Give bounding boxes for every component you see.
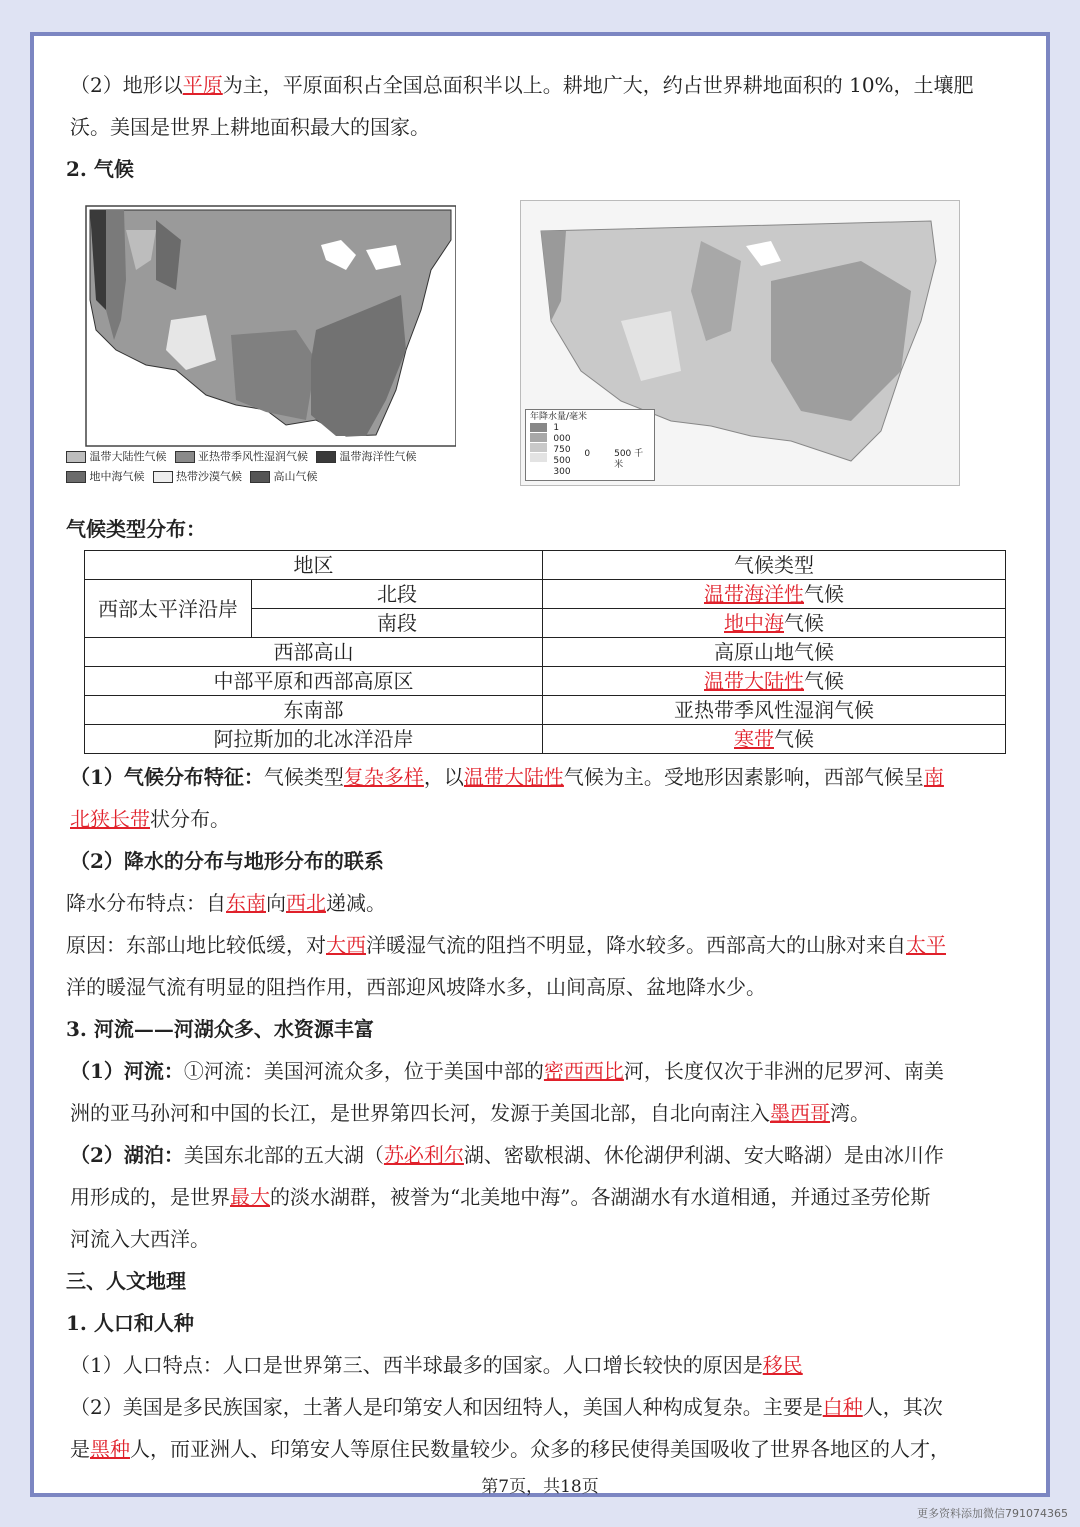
table-cell: 亚热带季风性湿润气候 bbox=[543, 696, 1006, 725]
legend-oceanic: 温带海洋性气候 bbox=[316, 450, 417, 464]
terrain-paragraph: （2）地形以平原为主，平原面积占全国总面积半以上。耕地广大，约占世界耕地面积的 10%，土壤肥 沃。美国是世界上耕地面积最大的国家。 bbox=[70, 73, 974, 139]
legend-subtropical: 亚热带季风性湿润气候 bbox=[175, 450, 309, 464]
table-row bbox=[85, 551, 1006, 580]
table-row bbox=[85, 725, 1006, 754]
rivers-paragraph: （1）河流：①河流：美国河流众多，位于美国中部的密西西比河，长度仅次于非洲的尼罗河、南美 洲的亚马孙河和中国的长江，是世界第四长河，发源于美国北部，自北向南注入墨西哥湾。 bbox=[70, 1059, 944, 1125]
table-row bbox=[85, 580, 1006, 609]
table-cell: 寒带气候 bbox=[543, 725, 1006, 754]
table-cell: 阿拉斯加的北冰洋沿岸 bbox=[85, 725, 543, 754]
table-header-type: 气候类型 bbox=[543, 551, 1006, 580]
table-row bbox=[85, 667, 1006, 696]
table-row bbox=[85, 696, 1006, 725]
precip-reason: 原因：东部山地比较低缓，对大西洋暖湿气流的阻挡不明显，降水较多。西部高大的山脉对来自太平 洋的暖湿气流有明显的阻挡作用，西部迎风坡降水多，山间高原、盆地降水少。 bbox=[66, 933, 946, 999]
page-footer: 第7页，共18页 bbox=[481, 1477, 599, 1497]
page-content bbox=[66, 64, 1026, 1470]
table-cell: 西部太平洋沿岸 bbox=[85, 580, 252, 638]
precip-heading: （2）降水的分布与地形分布的联系 bbox=[70, 849, 384, 873]
climate-maps bbox=[66, 200, 1026, 500]
table-cell: 中部平原和西部高原区 bbox=[85, 667, 543, 696]
table-row bbox=[85, 638, 1006, 667]
legend-continental: 温带大陆性气候 bbox=[66, 450, 167, 464]
map1-legend bbox=[66, 450, 456, 484]
table-cell: 西部高山 bbox=[85, 638, 543, 667]
precip-legend: 年降水量/毫米 1 000 750 500 300 0 500 千米 bbox=[525, 409, 655, 481]
highlight-term: 平原 bbox=[182, 73, 223, 97]
watermark: 更多资料添加微信791074365 bbox=[917, 1507, 1068, 1520]
climate-type-map bbox=[66, 200, 456, 500]
legend-mediterranean: 地中海气候 bbox=[66, 470, 145, 484]
lakes-paragraph: （2）湖泊：美国东北部的五大湖（苏必利尔湖、密歇根湖、休伦湖伊利湖、安大略湖）是由冰川作 用形成的，是世界最大的淡水湖群，被誉为“北美地中海”。各湖湖水有水道相通，并通过圣劳伦斯 河流入大西洋。 bbox=[70, 1143, 944, 1251]
human-geo-heading: 三、人文地理 bbox=[66, 1269, 186, 1293]
table-cell: 温带大陆性气候 bbox=[543, 667, 1006, 696]
legend-highland: 高山气候 bbox=[250, 470, 318, 484]
table-cell: 温带海洋性气候 bbox=[543, 580, 1006, 609]
rivers-heading: 3. 河流——河湖众多、水资源丰富 bbox=[66, 1017, 374, 1041]
table-cell: 高原山地气候 bbox=[543, 638, 1006, 667]
population-paragraph: （1）人口特点：人口是世界第三、西半球最多的国家。人口增长较快的原因是移民 bbox=[70, 1353, 803, 1377]
climate-table bbox=[84, 550, 1006, 754]
page-frame bbox=[30, 32, 1050, 1497]
table-cell: 南段 bbox=[252, 609, 543, 638]
table-cell: 东南部 bbox=[85, 696, 543, 725]
ethnicity-paragraph: （2）美国是多民族国家，土著人是印第安人和因纽特人，美国人种构成复杂。主要是白种人，其次 是黑种人，而亚洲人、印第安人等原住民数量较少。众多的移民使得美国吸收了世界各地区的人才， bbox=[70, 1395, 950, 1461]
table-cell: 北段 bbox=[252, 580, 543, 609]
precipitation-map bbox=[520, 200, 960, 486]
legend-desert: 热带沙漠气候 bbox=[153, 470, 243, 484]
population-heading: 1. 人口和人种 bbox=[66, 1311, 194, 1335]
climate-heading: 2. 气候 bbox=[66, 157, 134, 181]
table-cell: 地中海气候 bbox=[543, 609, 1006, 638]
precip-feature: 降水分布特点：自东南向西北递减。 bbox=[66, 891, 386, 915]
climate-feature-paragraph: （1）气候分布特征：气候类型复杂多样，以温带大陆性气候为主。受地形因素影响，西部气候呈南 北狭长带状分布。 bbox=[70, 765, 944, 831]
precip-legend-values: 1 000 750 500 300 0 500 千米 bbox=[530, 423, 650, 478]
table-header-region: 地区 bbox=[85, 551, 543, 580]
climate-distribution-title: 气候类型分布： bbox=[66, 517, 206, 541]
